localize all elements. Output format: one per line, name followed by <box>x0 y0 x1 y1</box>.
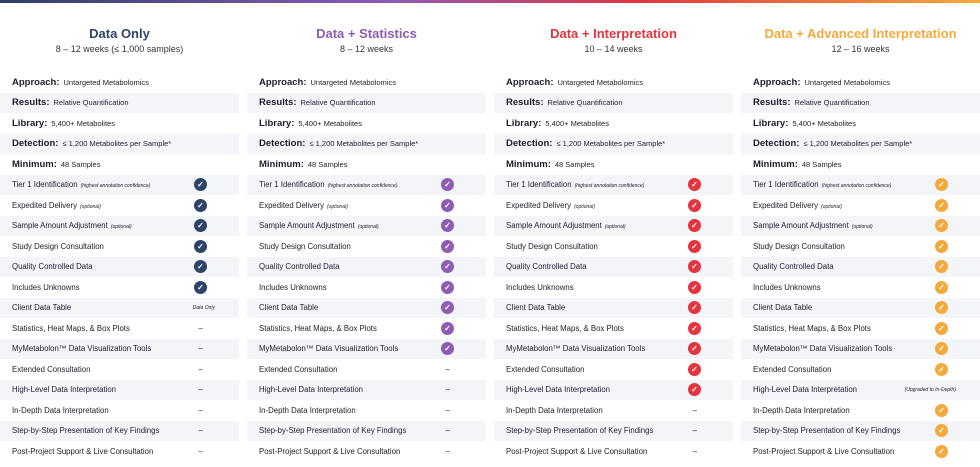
feature-label: Expedited Delivery <box>259 200 325 210</box>
feature-row <box>247 216 486 237</box>
feature-label: MyMetabolon™ Data Visualization Tools <box>753 344 893 354</box>
not-included-dash: – <box>198 323 203 333</box>
feature-row <box>0 339 239 360</box>
feature-row <box>0 236 239 257</box>
not-included-dash: – <box>198 364 203 374</box>
feature-row <box>0 318 239 339</box>
check-icon: ✓ <box>688 240 701 253</box>
info-label: Detection: <box>259 138 306 150</box>
info-label: Results: <box>506 97 544 109</box>
feature-row <box>741 216 980 237</box>
plan-duration: 12 – 16 weeks <box>831 44 890 54</box>
check-icon: ✓ <box>688 219 701 232</box>
info-row <box>247 113 486 134</box>
feature-row <box>741 175 980 196</box>
feature-row <box>0 359 239 380</box>
info-value: 5,400+ Metabolites <box>298 118 362 128</box>
feature-row <box>0 298 239 319</box>
info-label: Approach: <box>753 76 801 88</box>
plan-title: Data + Interpretation <box>550 26 677 41</box>
not-included-dash: – <box>445 426 450 436</box>
feature-label: Post-Project Support & Live Consultation <box>753 446 895 456</box>
feature-label: Includes Unknowns <box>506 282 574 292</box>
feature-label: Tier 1 Identification <box>12 180 78 190</box>
check-icon: ✓ <box>935 445 948 458</box>
feature-row <box>247 298 486 319</box>
check-icon: ✓ <box>194 281 207 294</box>
feature-row <box>494 195 733 216</box>
check-icon: ✓ <box>688 322 701 335</box>
feature-row <box>741 359 980 380</box>
feature-row <box>247 339 486 360</box>
feature-label: Tier 1 Identification <box>506 180 572 190</box>
info-label: Library: <box>753 117 789 129</box>
info-label: Detection: <box>12 138 59 150</box>
info-label: Minimum: <box>12 158 57 170</box>
feature-row <box>0 400 239 421</box>
check-icon: ✓ <box>688 199 701 212</box>
check-icon: ✓ <box>688 301 701 314</box>
feature-row <box>494 380 733 401</box>
feature-label: Quality Controlled Data <box>259 262 340 272</box>
info-row <box>741 113 980 134</box>
info-row <box>741 93 980 114</box>
info-value: 48 Samples <box>60 159 101 169</box>
info-label: Results: <box>259 97 297 109</box>
feature-row <box>741 339 980 360</box>
check-icon: ✓ <box>441 219 454 232</box>
info-label: Detection: <box>753 138 800 150</box>
info-value: 5,400+ Metabolites <box>792 118 856 128</box>
plan-column <box>741 0 980 462</box>
feature-row <box>741 421 980 442</box>
feature-label: Extended Consultation <box>506 364 585 374</box>
not-included-dash: – <box>445 385 450 395</box>
feature-label: High-Level Data Interpretation <box>753 385 858 395</box>
feature-label: Sample Amount Adjustment <box>259 221 355 231</box>
feature-label: Step-by-Step Presentation of Key Findings <box>12 426 160 436</box>
info-value: ≤ 1,200 Metabolites per Sample* <box>803 139 913 149</box>
feature-label: Sample Amount Adjustment <box>753 221 849 231</box>
info-row <box>247 134 486 155</box>
info-value: 5,400+ Metabolites <box>51 118 115 128</box>
feature-row <box>741 298 980 319</box>
info-label: Approach: <box>259 76 307 88</box>
feature-label: Statistics, Heat Maps, & Box Plots <box>506 323 624 333</box>
feature-label: Study Design Consultation <box>12 241 104 251</box>
feature-label: Client Data Table <box>753 303 813 313</box>
feature-row <box>494 236 733 257</box>
feature-label: Includes Unknowns <box>259 282 327 292</box>
check-icon: ✓ <box>688 363 701 376</box>
feature-row <box>741 236 980 257</box>
not-included-dash: – <box>445 446 450 456</box>
feature-row <box>741 400 980 421</box>
feature-label: Post-Project Support & Live Consultation <box>12 446 154 456</box>
check-icon: ✓ <box>935 301 948 314</box>
feature-qualifier: (highest annotation confidence) <box>327 183 398 190</box>
feature-qualifier: (optional) <box>110 224 132 231</box>
feature-row <box>247 359 486 380</box>
check-icon: ✓ <box>441 178 454 191</box>
info-row <box>0 113 239 134</box>
feature-label: Quality Controlled Data <box>12 262 93 272</box>
not-included-dash: – <box>198 426 203 436</box>
feature-row <box>741 318 980 339</box>
check-icon: ✓ <box>441 240 454 253</box>
feature-row <box>0 380 239 401</box>
feature-row <box>741 195 980 216</box>
feature-label: In-Depth Data Interpretation <box>753 405 850 415</box>
feature-row <box>494 400 733 421</box>
feature-row <box>494 257 733 278</box>
feature-row <box>741 277 980 298</box>
feature-label: Extended Consultation <box>753 364 832 374</box>
info-label: Approach: <box>506 76 554 88</box>
info-value: Untargeted Metabolomics <box>557 77 643 87</box>
feature-label: Statistics, Heat Maps, & Box Plots <box>12 323 130 333</box>
not-included-dash: – <box>692 405 697 415</box>
check-icon: ✓ <box>935 178 948 191</box>
info-label: Results: <box>753 97 791 109</box>
not-included-dash: – <box>692 426 697 436</box>
check-icon: ✓ <box>935 281 948 294</box>
not-included-dash: – <box>198 446 203 456</box>
feature-row <box>0 175 239 196</box>
info-row <box>741 72 980 93</box>
feature-label: Tier 1 Identification <box>753 180 819 190</box>
feature-label: Client Data Table <box>259 303 319 313</box>
info-label: Minimum: <box>259 158 304 170</box>
info-row <box>0 134 239 155</box>
feature-row <box>247 380 486 401</box>
feature-label: In-Depth Data Interpretation <box>506 405 603 415</box>
feature-row <box>247 175 486 196</box>
info-row <box>741 134 980 155</box>
check-icon: ✓ <box>194 240 207 253</box>
check-icon: ✓ <box>688 281 701 294</box>
feature-label: High-Level Data Interpretation <box>259 385 364 395</box>
feature-row <box>494 175 733 196</box>
feature-row <box>247 400 486 421</box>
feature-label: Post-Project Support & Live Consultation <box>259 446 401 456</box>
feature-label: Client Data Table <box>12 303 72 313</box>
plan-duration: 8 – 12 weeks <box>339 44 394 54</box>
check-icon: ✓ <box>688 178 701 191</box>
feature-label: Expedited Delivery <box>12 200 78 210</box>
plan-header <box>247 0 486 72</box>
feature-label: Sample Amount Adjustment <box>12 221 108 231</box>
feature-row <box>247 318 486 339</box>
info-value: Relative Quantification <box>300 98 376 108</box>
check-icon: ✓ <box>194 260 207 273</box>
info-row <box>494 93 733 114</box>
feature-label: MyMetabolon™ Data Visualization Tools <box>12 344 152 354</box>
feature-note: (Upgraded to In-Depth) <box>904 386 956 393</box>
info-value: 48 Samples <box>554 159 595 169</box>
info-row <box>741 154 980 175</box>
feature-label: Step-by-Step Presentation of Key Findings <box>753 426 901 436</box>
not-included-dash: – <box>445 364 450 374</box>
feature-row <box>741 441 980 462</box>
plan-title: Data + Statistics <box>316 26 417 41</box>
feature-row <box>741 257 980 278</box>
check-icon: ✓ <box>935 240 948 253</box>
info-label: Detection: <box>506 138 553 150</box>
feature-row <box>247 195 486 216</box>
check-icon: ✓ <box>441 301 454 314</box>
feature-row <box>247 257 486 278</box>
plan-column <box>0 0 239 462</box>
info-value: Relative Quantification <box>53 98 129 108</box>
feature-row <box>0 277 239 298</box>
info-value: ≤ 1,200 Metabolites per Sample* <box>556 139 666 149</box>
feature-label: Study Design Consultation <box>753 241 845 251</box>
plan-header <box>494 0 733 72</box>
info-value: Relative Quantification <box>547 98 623 108</box>
feature-label: Step-by-Step Presentation of Key Findings <box>259 426 407 436</box>
feature-label: Expedited Delivery <box>753 200 819 210</box>
plan-title: Data + Advanced Interpretation <box>764 26 957 41</box>
plan-column <box>494 0 733 462</box>
feature-row <box>0 195 239 216</box>
not-included-dash: – <box>198 344 203 354</box>
info-value: Untargeted Metabolomics <box>310 77 396 87</box>
check-icon: ✓ <box>935 219 948 232</box>
feature-note: Data Only <box>192 304 215 311</box>
plan-duration: 10 – 14 weeks <box>584 44 643 54</box>
feature-label: In-Depth Data Interpretation <box>259 405 356 415</box>
info-label: Minimum: <box>753 158 798 170</box>
info-label: Library: <box>259 117 295 129</box>
feature-qualifier: (optional) <box>80 203 101 210</box>
check-icon: ✓ <box>935 322 948 335</box>
feature-label: Study Design Consultation <box>259 241 351 251</box>
info-row <box>494 134 733 155</box>
feature-label: MyMetabolon™ Data Visualization Tools <box>259 344 399 354</box>
feature-row <box>494 318 733 339</box>
check-icon: ✓ <box>194 219 207 232</box>
feature-qualifier: (optional) <box>574 203 595 210</box>
feature-label: Includes Unknowns <box>753 282 821 292</box>
feature-row <box>247 277 486 298</box>
feature-label: Statistics, Heat Maps, & Box Plots <box>753 323 871 333</box>
info-value: ≤ 1,200 Metabolites per Sample* <box>62 139 172 149</box>
feature-qualifier: (optional) <box>604 224 626 231</box>
feature-qualifier: (optional) <box>851 224 873 231</box>
not-included-dash: – <box>445 405 450 415</box>
info-label: Library: <box>506 117 542 129</box>
feature-label: Includes Unknowns <box>12 282 80 292</box>
feature-label: Quality Controlled Data <box>506 262 587 272</box>
feature-qualifier: (highest annotation confidence) <box>80 183 151 190</box>
info-row <box>0 93 239 114</box>
info-row <box>247 154 486 175</box>
check-icon: ✓ <box>935 404 948 417</box>
feature-row <box>494 421 733 442</box>
feature-row <box>494 277 733 298</box>
info-row <box>247 72 486 93</box>
feature-row <box>494 441 733 462</box>
feature-row <box>494 216 733 237</box>
feature-label: Client Data Table <box>506 303 566 313</box>
feature-label: Step-by-Step Presentation of Key Findings <box>506 426 654 436</box>
info-row <box>247 93 486 114</box>
feature-label: Tier 1 Identification <box>259 180 325 190</box>
feature-label: MyMetabolon™ Data Visualization Tools <box>506 344 646 354</box>
plan-duration: 8 – 12 weeks (≤ 1,000 samples) <box>55 44 184 54</box>
feature-label: High-Level Data Interpretation <box>506 385 611 395</box>
info-row <box>0 154 239 175</box>
feature-row <box>247 421 486 442</box>
feature-label: Extended Consultation <box>12 364 91 374</box>
feature-label: In-Depth Data Interpretation <box>12 405 109 415</box>
feature-row <box>494 298 733 319</box>
feature-row <box>494 359 733 380</box>
plan-title: Data Only <box>89 26 150 41</box>
feature-label: Extended Consultation <box>259 364 338 374</box>
info-value: Untargeted Metabolomics <box>804 77 890 87</box>
feature-label: Statistics, Heat Maps, & Box Plots <box>259 323 377 333</box>
feature-row <box>0 421 239 442</box>
feature-qualifier: (optional) <box>821 203 842 210</box>
check-icon: ✓ <box>194 199 207 212</box>
check-icon: ✓ <box>688 383 701 396</box>
feature-label: Sample Amount Adjustment <box>506 221 602 231</box>
check-icon: ✓ <box>935 342 948 355</box>
feature-row <box>0 257 239 278</box>
feature-row <box>494 339 733 360</box>
info-value: ≤ 1,200 Metabolites per Sample* <box>309 139 419 149</box>
not-included-dash: – <box>198 405 203 415</box>
check-icon: ✓ <box>935 260 948 273</box>
check-icon: ✓ <box>441 260 454 273</box>
feature-row <box>0 441 239 462</box>
info-row <box>0 72 239 93</box>
plan-column <box>247 0 486 462</box>
feature-qualifier: (highest annotation confidence) <box>821 183 892 190</box>
info-label: Approach: <box>12 76 60 88</box>
feature-label: Expedited Delivery <box>506 200 572 210</box>
check-icon: ✓ <box>688 260 701 273</box>
info-label: Results: <box>12 97 50 109</box>
feature-label: Study Design Consultation <box>506 241 598 251</box>
not-included-dash: – <box>692 446 697 456</box>
plan-header <box>0 0 239 72</box>
feature-qualifier: (optional) <box>327 203 348 210</box>
feature-row <box>741 380 980 401</box>
info-row <box>494 113 733 134</box>
info-value: Untargeted Metabolomics <box>63 77 149 87</box>
feature-qualifier: (highest annotation confidence) <box>574 183 645 190</box>
info-row <box>494 72 733 93</box>
check-icon: ✓ <box>441 281 454 294</box>
info-value: 48 Samples <box>801 159 842 169</box>
check-icon: ✓ <box>935 424 948 437</box>
feature-label: Quality Controlled Data <box>753 262 834 272</box>
check-icon: ✓ <box>441 322 454 335</box>
info-value: Relative Quantification <box>794 98 870 108</box>
check-icon: ✓ <box>688 342 701 355</box>
feature-row <box>247 441 486 462</box>
check-icon: ✓ <box>441 199 454 212</box>
info-label: Library: <box>12 117 48 129</box>
feature-label: High-Level Data Interpretation <box>12 385 117 395</box>
check-icon: ✓ <box>441 342 454 355</box>
feature-qualifier: (optional) <box>357 224 379 231</box>
info-row <box>494 154 733 175</box>
feature-row <box>247 236 486 257</box>
check-icon: ✓ <box>935 363 948 376</box>
info-label: Minimum: <box>506 158 551 170</box>
feature-label: Post-Project Support & Live Consultation <box>506 446 648 456</box>
feature-row <box>0 216 239 237</box>
check-icon: ✓ <box>935 199 948 212</box>
check-icon: ✓ <box>194 178 207 191</box>
plan-header <box>741 0 980 72</box>
not-included-dash: – <box>198 385 203 395</box>
info-value: 48 Samples <box>307 159 348 169</box>
info-value: 5,400+ Metabolites <box>545 118 609 128</box>
